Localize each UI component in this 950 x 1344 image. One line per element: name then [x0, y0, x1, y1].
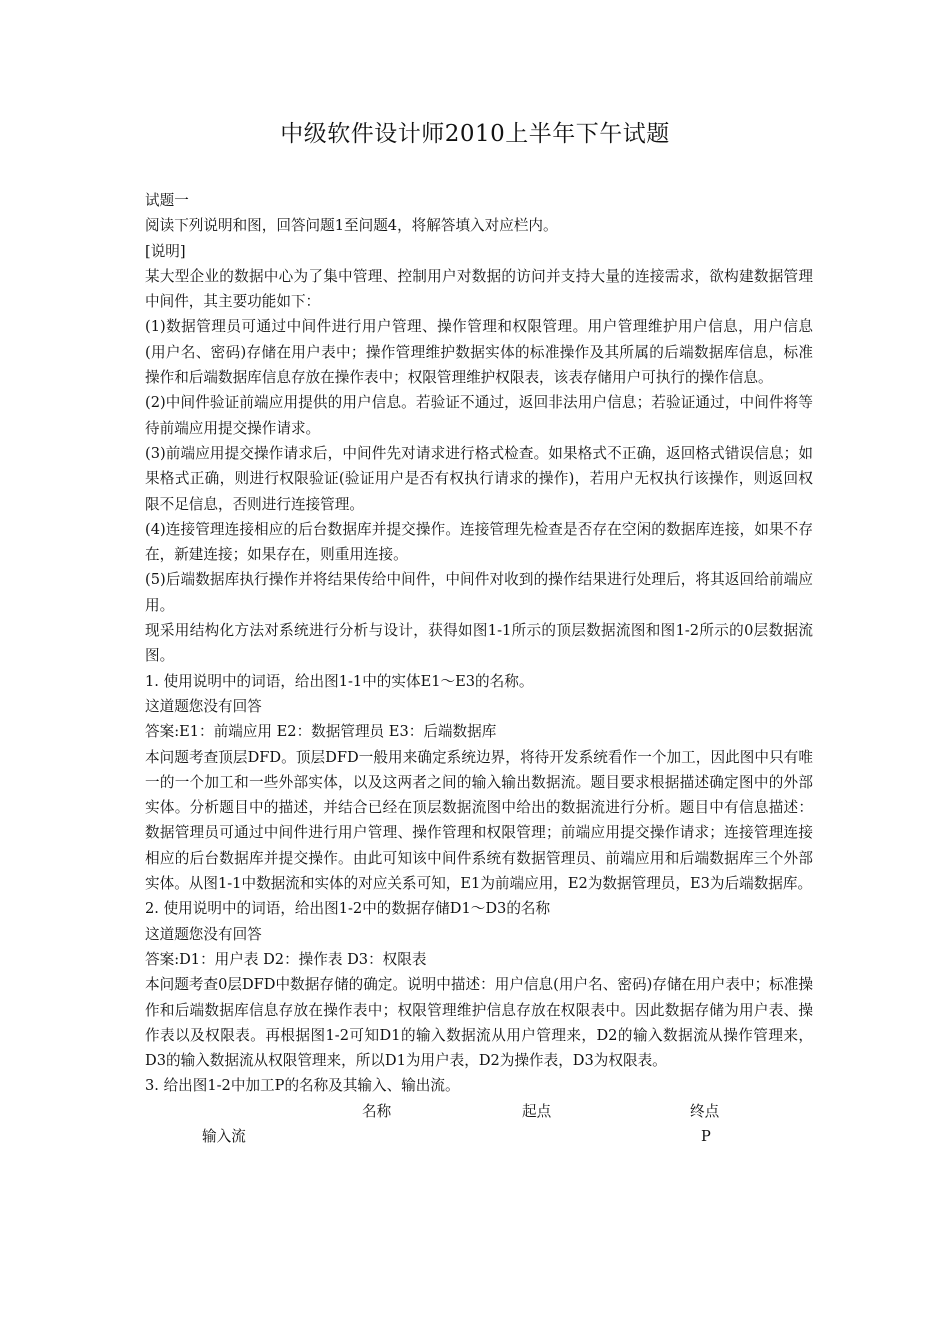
table-row [145, 1124, 813, 1149]
document-title: 中级软件设计师2010上半年下午试题 [280, 121, 670, 147]
document-body [145, 188, 813, 1149]
question-heading: 试题一 [145, 192, 189, 209]
answer-1: 答案:E1：前端应用 E2：数据管理员 E3：后端数据库 [145, 723, 497, 741]
question-1: 1. 使用说明中的词语，给出图1-1中的实体E1～E3的名称。 [145, 672, 534, 690]
description-item-5: (5)后端数据库执行操作并将结果传给中间件，中间件对收到的操作结果进行处理后，将其返回给前端应用。 [145, 571, 813, 614]
table-cell-end: P [701, 1127, 711, 1145]
unanswered-note-1: 这道题您没有回答 [145, 697, 262, 715]
table-header-name: 名称 [362, 1102, 392, 1120]
description-item-1: (1)数据管理员可通过中间件进行用户管理、操作管理和权限管理。用户管理维护用户信息，用户信息(用户名、密码)存储在用户表中；操作管理维护数据实体的标准操作及其所属的后端数据库信息，标准操作和后端数据库信息存放在操作表中；权限管理维护权限表，该表存储用户可执行的操作信息。 [145, 318, 813, 387]
description-item-4: (4)连接管理连接相应的后台数据库并提交操作。连接管理先检查是否存在空闲的数据库连接，如果不存在，新建连接；如果存在，则重用连接。 [145, 520, 813, 564]
method-paragraph: 现采用结构化方法对系统进行分析与设计，获得如图1-1所示的顶层数据流图和图1-2所示的0层数据流图。 [145, 622, 813, 665]
question-2: 2. 使用说明中的词语，给出图1-2中的数据存储D1～D3的名称 [145, 900, 551, 918]
table-header-row [145, 1099, 813, 1124]
explanation-1: 本问题考查顶层DFD。顶层DFD一般用来确定系统边界，将待开发系统看作一个加工，因此图中只有唯一的一个加工和一些外部实体，以及这两者之间的输入输出数据流。题目要求根据描述确定图中的外部实体。分析题目中的描述，并结合已经在顶层数据流图中给出的数据流进行分析。题目中有信息描述：数据管理员可通过中间件进行用户管理、操作管理和权限管理；前端应用提交操作请求；连接管理连接相应的后台数据库并提交操作。由此可知该中间件系统有数据管理员、前端应用和后端数据库三个外部实体。从图1-1中数据流和实体的对应关系可知，E1为前端应用，E2为数据管理员，E3为后端数据库。 [145, 748, 813, 893]
table-header-start: 起点 [522, 1102, 552, 1120]
description-item-2: (2)中间件验证前端应用提供的用户信息。若验证不通过，返回非法用户信息；若验证通过，中间件将等待前端应用提交操作请求。 [145, 394, 813, 437]
question-3: 3. 给出图1-2中加工P的名称及其输入、输出流。 [145, 1077, 460, 1095]
instructions: 阅读下列说明和图，回答问题1至问题4，将解答填入对应栏内。 [145, 217, 558, 235]
description-item-3: (3)前端应用提交操作请求后，中间件先对请求进行格式检查。如果格式不正确，返回格式错误信息；如果格式正确，则进行权限验证(验证用户是否有权执行请求的操作)，若用户无权执行该操作，则返回权限不足信息，否则进行连接管理。 [145, 444, 813, 513]
explanation-2: 本问题考查0层DFD中数据存储的确定。说明中描述：用户信息(用户名、密码)存储在用户表中；标准操作和后端数据库信息存放在操作表中；权限管理维护信息存放在权限表中。因此数据存储为用户表、操作表以及权限表。再根据图1-2可知D1的输入数据流从用户管理来，D2的输入数据流从操作管理来，D3的输入数据流从权限管理来，所以D1为用户表，D2为操作表，D3为权限表。 [145, 976, 813, 1070]
unanswered-note-2: 这道题您没有回答 [145, 925, 262, 943]
section-label: [说明] [145, 242, 186, 260]
table-row-label: 输入流 [202, 1127, 246, 1145]
table-header-end: 终点 [690, 1102, 720, 1120]
description-paragraph: 某大型企业的数据中心为了集中管理、控制用户对数据的访问并支持大量的连接需求，欲构建数据管理中间件，其主要功能如下： [145, 267, 813, 311]
answer-2: 答案:D1：用户表 D2：操作表 D3：权限表 [145, 950, 427, 968]
